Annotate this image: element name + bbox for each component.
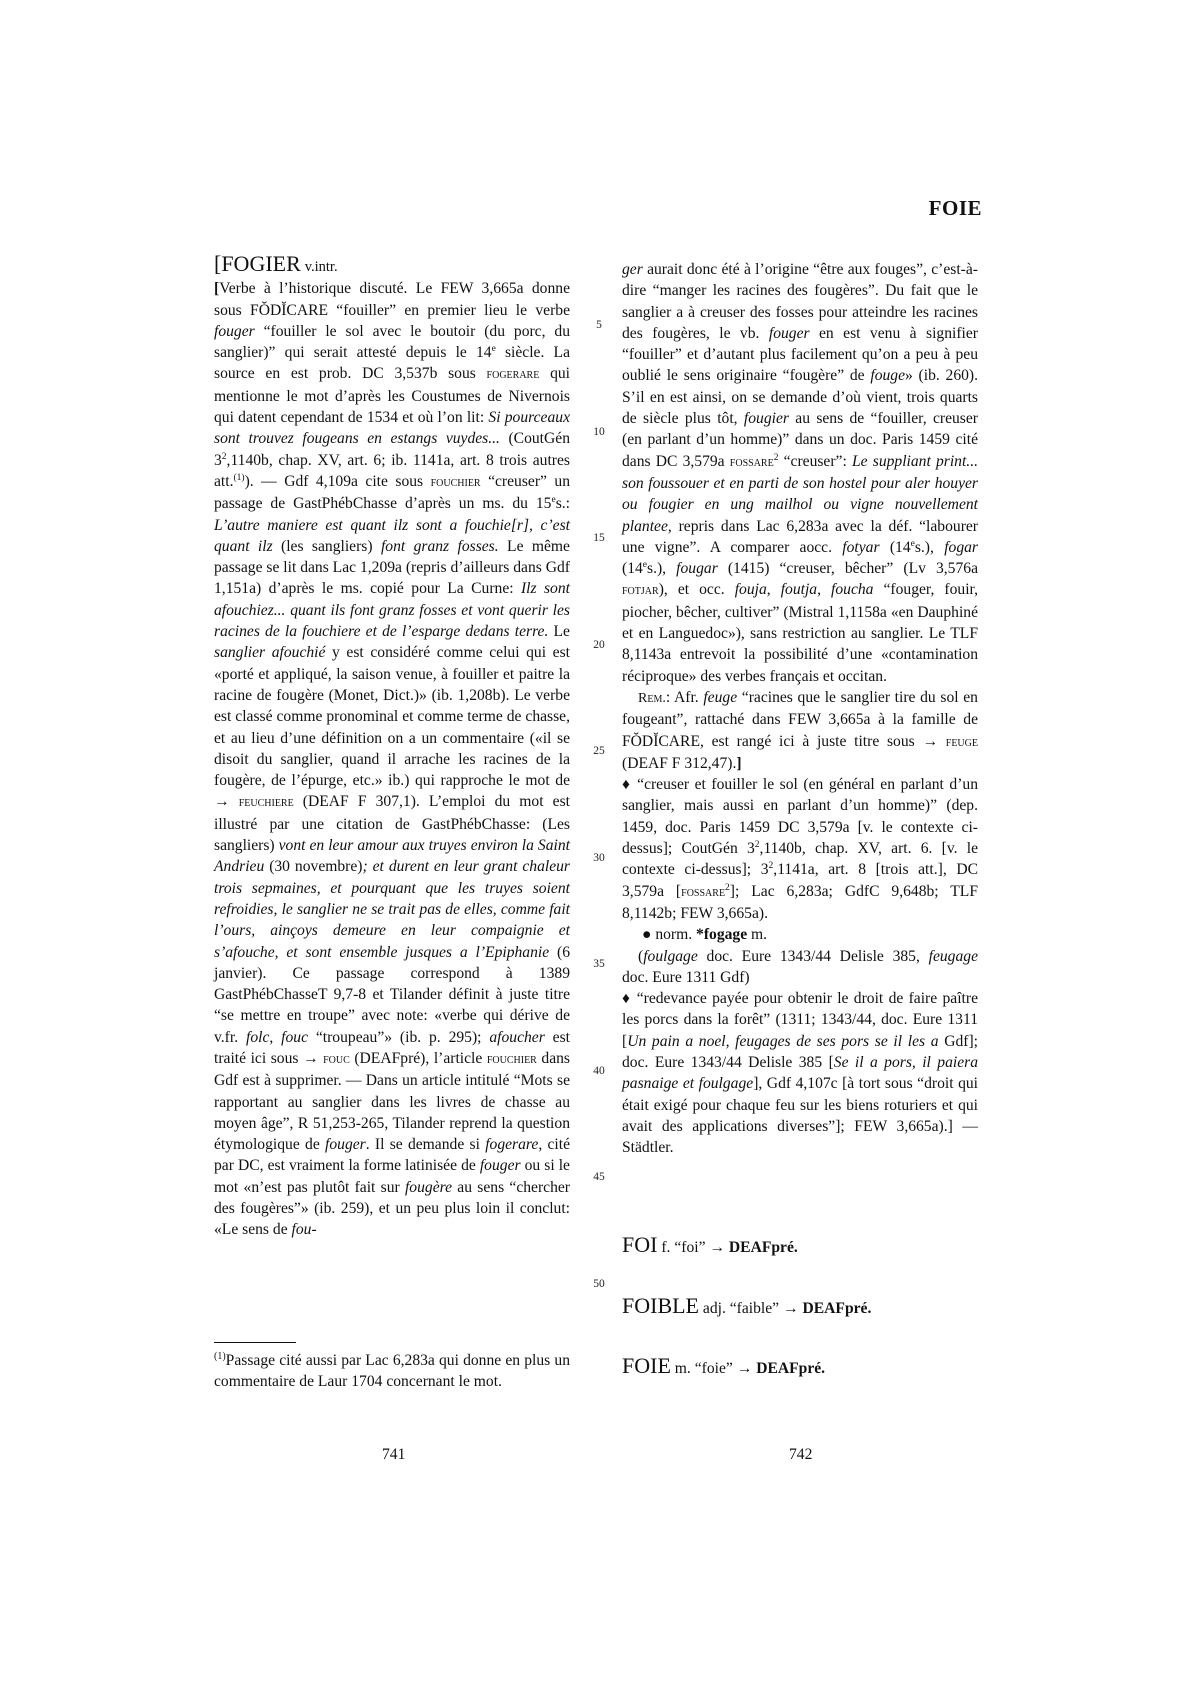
entry-foi	[622, 1232, 798, 1258]
line-number: 25	[593, 745, 605, 757]
left-column	[214, 253, 570, 1241]
entry-headword: FOIBLE	[622, 1293, 699, 1318]
entry-headword: FOIE	[622, 1353, 671, 1378]
line-number: 45	[593, 1171, 605, 1183]
line-number: 50	[593, 1278, 605, 1290]
entry-gram: f. “foi”	[661, 1239, 706, 1256]
line-number: 30	[593, 852, 605, 864]
headword: [FOGIER	[214, 251, 301, 276]
line-number: 20	[593, 639, 605, 651]
entry-foible	[622, 1293, 871, 1319]
entry-ref-link[interactable]: → DEAFpré.	[736, 1360, 826, 1377]
footnote-rule	[214, 1342, 296, 1343]
footnote: $^{(1)}$Passage cité aussi par Lac 6,283a qui donne en plus un commentaire de Laur 1704 concernant le mot.	[214, 1350, 570, 1391]
entry-gram: adj. “faible”	[702, 1300, 780, 1317]
line-number: 35	[593, 958, 605, 970]
entry-headword: FOI	[622, 1232, 658, 1257]
line-number: 40	[593, 1065, 605, 1077]
article-heading	[214, 253, 570, 278]
article-body-left: [Verbe à l’historique discuté. Le FEW 3,665a donne sous FŎDĬCARE “fouiller” en premier lieu le verbe fouger “fouiller le sol avec le boutoir (du porc, du sanglier)” qui serait attesté depuis le 14e siècle. La source en est prob. DC 3,537b sous fogerare qui mentionne le mot d’après les Coustumes de Nivernois qui datent cependant de 1534 et où l’on lit: Si pourceaux sont trouvez fougeans en estangs vuydes... (CoutGén $3^2,1140b$, chap. XV, art. 6; ib. 1141a, art. 8 trois autres att.$^{(1)}$). — Gdf 4,109a cite sous fouchier “creuser” un passage de GastPhébChasse d’après un ms. du 15es.: L’autre maniere est quant ilz sont a fouchie[r], c’est quant ilz (les sangliers) font granz fosses. Le même passage se lit dans Lac 1,209a (repris d’ailleurs dans Gdf 1,151a) d’après le ms. copié pour La Curne: Ilz sont afouchiez... quant ils font granz fosses et vont querir les racines de la fouchiere et de l’esparge dedans terre. Le sanglier afouchié y est considéré comme celui qui est «porté et appliqué, la saison venue, à fouiller et paitre la racine de fougère (Monet, Dict.)» (ib. 1,208b). Le verbe est classé comme pronominal et comme terme de chasse, et au lieu d’une définition on a un commentaire («il se disoit du sanglier, quand il arrache les racines de la fougère, de l’épurge, etc.» ib.) qui rapproche le mot de → feuchiere (DEAF F 307,1). L’emploi du mot est illustré par une citation de GastPhébChasse: (Les sangliers) vont en leur amour aux truyes environ la Saint Andrieu (30 novembre); et durent en leur grant chaleur trois sepmaines, et pourquant que les truyes soient refroidies, le sanglier ne se trait pas de elles, comme fait l’ours, ainçoys demeure en leur compaignie et s’afouche, et sont ensemble jusques a l’Epiphanie (6 janvier). Ce passage correspond à 1389 GastPhébChasseT 9,7-8 et Tilander définit à juste titre “se mettre en troupe” avec note: «verbe qui dérive de v.fr. folc, fouc “troupeau”» (ib. p. 295); afoucher est traité ici sous → fouc (DEAFpré), l’article fouchier dans Gdf est à supprimer. — Dans un article intitulé “Mots se rapportant au sanglier dans les livres de chasse au moyen âge”, R 51,253-265, Tilander reprend la question étymologique de fouger. Il se demande si fogerare, cité par DC, est vraiment la forme latinisée de fouger ou si le mot «n’est pas plutôt fait sur fougère au sens “chercher des fougères”» (ib. 259), et un peu plus loin il conclut: «Le sens de fou-	[214, 280, 571, 1239]
entry-gram: m. “foie”	[674, 1360, 733, 1377]
line-number: 10	[593, 426, 605, 438]
part-of-speech: v.intr.	[304, 259, 338, 275]
article-body-right: ger aurait donc été à l’origine “être aux fouges”, c’est-à-dire “manger les racines des fougères”. Du fait que le sanglier a à creuser des fosses pour atteindre les racines des fougères, le vb. fouger en est venu à signifier “fouiller” et d’autant plus facilement qu’on a peu à peu oublié le sens originaire “fougère” de fouge» (ib. 260). S’il en est ainsi, on se demande d’où vient, trois quarts de siècle plus tôt, fougier au sens de “fouiller, creuser (en parlant d’un homme)” dans un doc. Paris 1459 cité dans DC 3,579a fossare$^2$ “creuser”: Le suppliant print... son foussouer et en parti de son hostel pour aler houyer ou fougier en ung mailhol ou vigne nouvellement plantee, repris dans Lac 6,283a avec la déf. “labourer une vigne”. A comparer aocc. fotyar (14es.), fogar (14es.), fougar (1415) “creuser, bêcher” (Lv 3,576a fotjar), et occ. fouja, foutja, foucha “fouger, fouir, piocher, bêcher, cultiver” (Mistral 1,1158a «en Dauphiné et en Languedoc»), sans restriction au sanglier. Le TLF 8,1143a entrevoit la possibilité d’une «contamination réciproque» des verbes français et occitan. Rem.: Afr. feuge “racines que le sanglier tire du sol en fougeant”, rattaché dans FEW 3,665a à la famille de FŎDĬCARE, est rangé ici à juste titre sous → feuge (DEAF F 312,47).] ♦ “creuser et fouiller le sol (en général en parlant d’un sanglier, mais aussi en parlant d’un homme)” (dep. 1459, doc. Paris 1459 DC 3,579a [v. le contexte ci-dessus]; CoutGén $3^2,1140b$, chap. XV, art. 6. [v. le contexte ci-dessus]; $3^2,1141a$, art. 8 [trois att.], DC 3,579a [fossare$^2$]; Lac 6,283a; GdfC 9,648b; TLF 8,1142b; FEW 3,665a). ● norm. *fogage m. (foulgage doc. Eure 1343/44 Delisle 385, feugage doc. Eure 1311 Gdf) ♦ “redevance payée pour obtenir le droit de faire paître les porcs dans la forêt” (1311; 1343/44, doc. Eure 1311 [Un pain a noel, feugages de ses pors se il les a Gdf]; doc. Eure 1343/44 Delisle 385 [Se il a pors, il paiera pasnaige et foulgage], Gdf 4,107c [à tort sous “droit qui était exigé pour chaque feu sur les biens roturiers et qui avait des applications diverses”]; FEW 3,665a).] — Städtler.	[622, 261, 979, 1157]
right-column	[622, 259, 978, 1158]
page-number-right: 742	[789, 1446, 813, 1463]
running-head: FOIE	[928, 196, 982, 220]
entry-foie	[622, 1353, 825, 1379]
entry-ref-link[interactable]: → DEAFpré.	[783, 1300, 872, 1317]
entry-ref-link[interactable]: → DEAFpré.	[709, 1239, 798, 1256]
line-number: 15	[593, 532, 605, 544]
page-number-left: 741	[382, 1446, 406, 1463]
line-number: 5	[596, 319, 602, 331]
